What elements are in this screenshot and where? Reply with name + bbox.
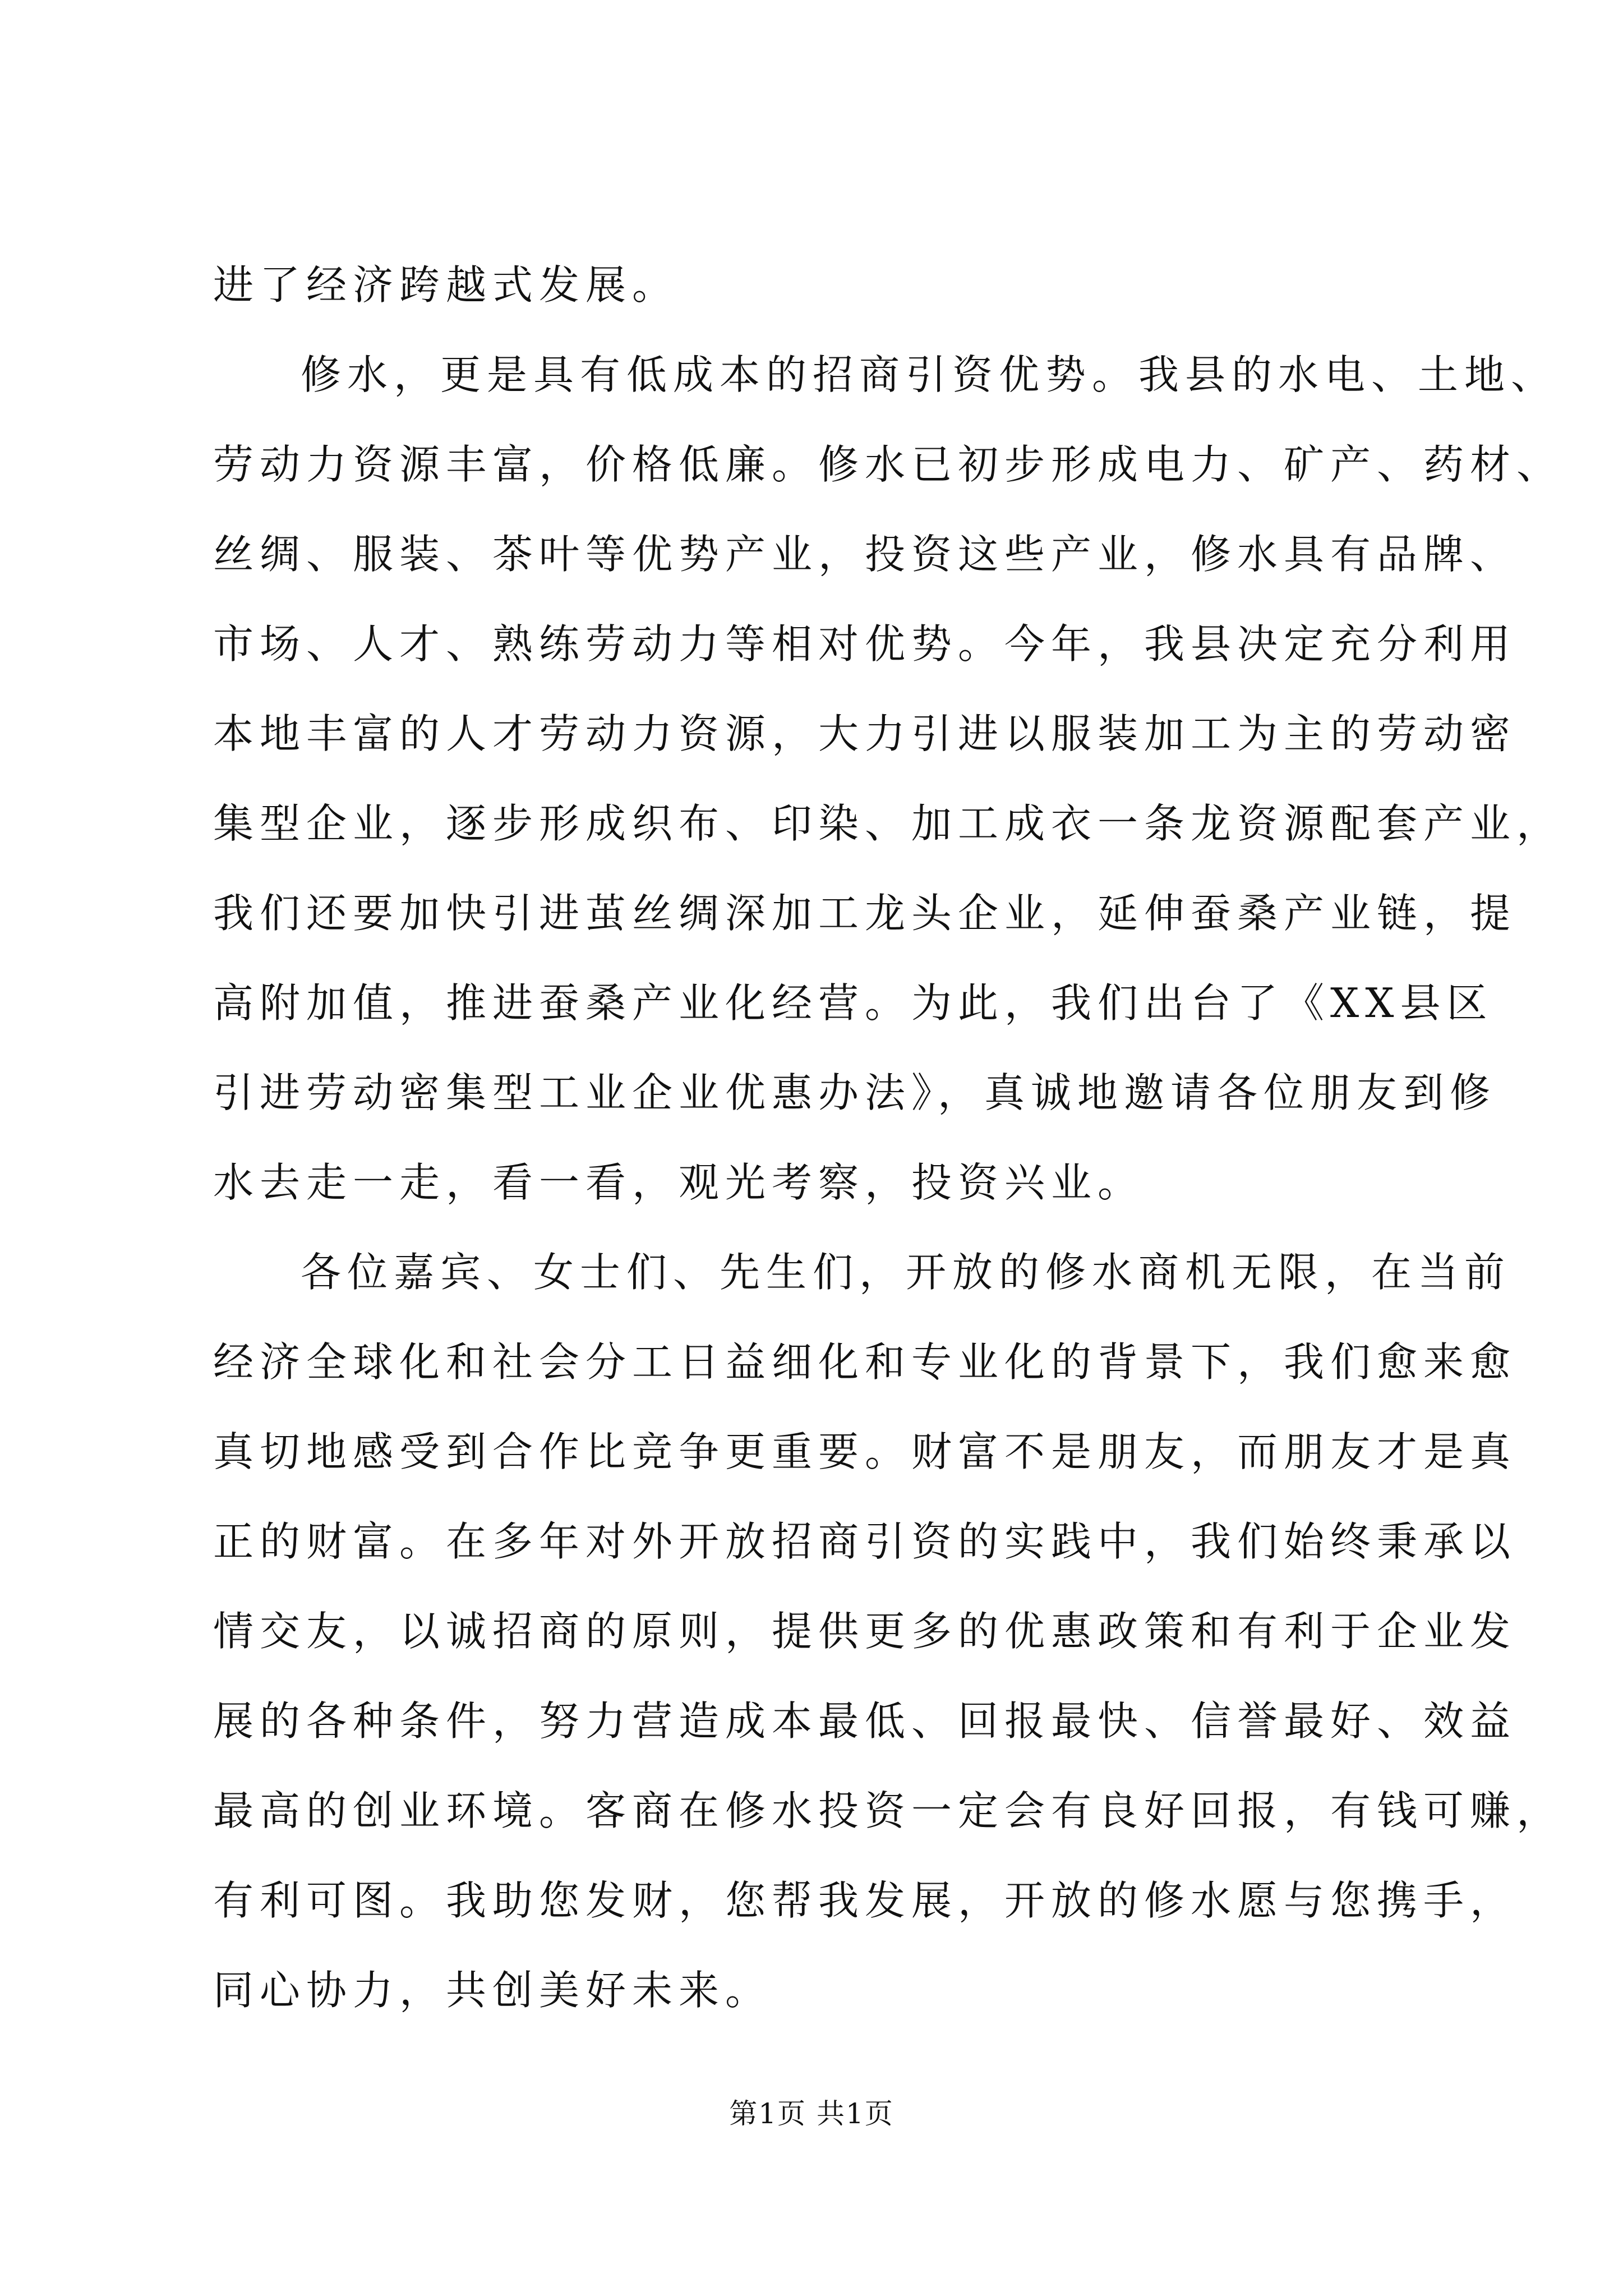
text-line: 展的各种条件，努力营造成本最低、回报最快、信誉最好、效益 <box>213 1697 1517 1745</box>
text-line: 经济全球化和社会分工日益细化和专业化的背景下，我们愈来愈 <box>213 1338 1517 1386</box>
text-line: 本地丰富的人才劳动力资源，大力引进以服装加工为主的劳动密 <box>213 710 1517 757</box>
text-line: 劳动力资源丰富，价格低廉。修水已初步形成电力、矿产、药材、 <box>213 441 1564 488</box>
text-line: 高附加值，推进蚕桑产业化经营。为此，我们出台了《XX县区 <box>213 979 1493 1027</box>
text-line: 真切地感受到合作比竞争更重要。财富不是朋友，而朋友才是真 <box>213 1428 1517 1475</box>
text-line: 集型企业，逐步形成织布、印染、加工成衣一条龙资源配套产业， <box>213 800 1564 847</box>
page-footer: 第1页 共1页 <box>729 2097 894 2130</box>
text-line: 有利可图。我助您发财，您帮我发展，开放的修水愿与您携手， <box>213 1877 1517 1924</box>
text-line: 最高的创业环境。客商在修水投资一定会有良好回报，有钱可赚， <box>213 1787 1564 1834</box>
text-line: 同心协力，共创美好未来。 <box>213 1967 772 2014</box>
text-line: 引进劳动密集型工业企业优惠办法》，真诚地邀请各位朋友到修 <box>213 1069 1497 1116</box>
text-line: 进了经济跨越式发展。 <box>213 261 679 309</box>
paragraph-first-line: 各位嘉宾、女士们、先生们，开放的修水商机无限，在当前 <box>301 1249 1511 1296</box>
text-line: 水去走一走，看一看，观光考察，投资兴业。 <box>213 1159 1145 1206</box>
text-line: 市场、人才、熟练劳动力等相对优势。今年，我县决定充分利用 <box>213 620 1517 668</box>
text-line: 正的财富。在多年对外开放招商引资的实践中，我们始终秉承以 <box>213 1518 1517 1565</box>
text-line: 情交友，以诚招商的原则，提供更多的优惠政策和有利于企业发 <box>213 1608 1517 1655</box>
text-line: 我们还要加快引进茧丝绸深加工龙头企业，延伸蚕桑产业链，提 <box>213 890 1517 937</box>
text-line: 丝绸、服装、茶叶等优势产业，投资这些产业，修水具有品牌、 <box>213 531 1517 578</box>
paragraph-first-line: 修水，更是具有低成本的招商引资优势。我县的水电、土地、 <box>301 351 1558 398</box>
